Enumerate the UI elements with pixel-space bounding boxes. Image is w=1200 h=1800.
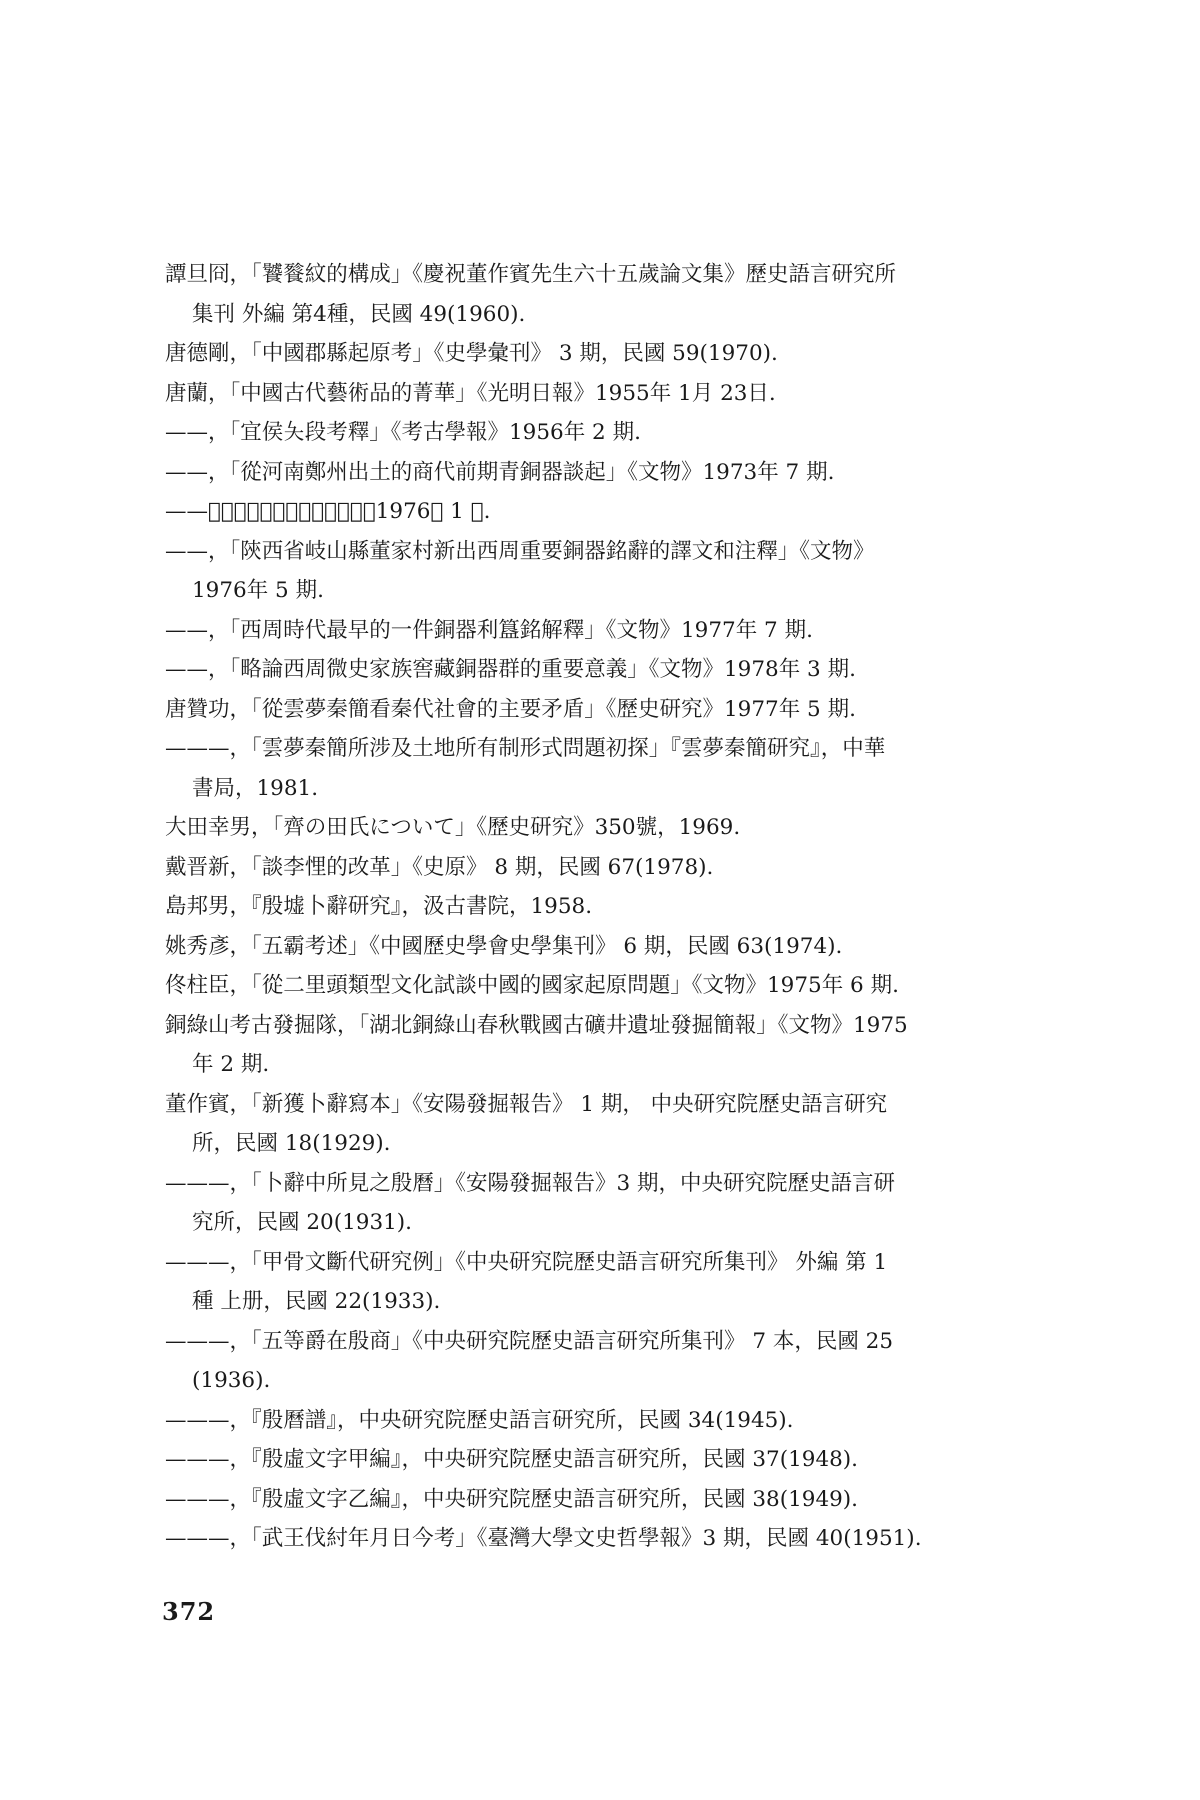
bibliography-entry: 唐蘭，「中國古代藝術品的菁華」《光明日報》1955年 1月 23日. <box>165 380 776 406</box>
bibliography-entry: ——，「宜侯夨段考釋」《考古學報》1956年 2 期. <box>165 420 641 445</box>
bibliography-entry: 佟柱臣，「從二里頭類型文化試談中國的國家起原問題」《文物》1975年 6 期. <box>165 973 899 998</box>
bibliography-entry: 董作賓，「新獲卜辭寫本」《安陽發掘報告》 1 期， 中央研究院歷史語言研究 <box>165 1091 888 1117</box>
bibliography-entry: 唐贊功，「從雲夢秦簡看秦代社會的主要矛盾」《歷史研究》1977年 5 期. <box>165 696 856 722</box>
bibliography-entry: ——，「𤞷尊銘文解釋」《文物》1976年 1 期. <box>165 499 491 524</box>
bibliography-entry: 唐德剛，「中國郡縣起原考」《史學彙刊》 3 期，民國 59(1970). <box>165 341 778 366</box>
bibliography-entry: 戴晋新，「談李悝的改革」《史原》 8 期，民國 67(1978). <box>165 854 714 880</box>
bibliography-entry-continuation: (1936). <box>192 1368 271 1393</box>
bibliography-entry: 島邦男，『殷墟卜辭研究』，汲古書院，1958. <box>165 894 593 919</box>
bibliography-entry: ———，『殷虛文字乙編』，中央研究院歷史語言研究所，民國 38(1949). <box>165 1486 859 1512</box>
bibliography-entry-continuation: 年 2 期. <box>192 1052 270 1077</box>
bibliography-entry: ——，「陝西省岐山縣董家村新出西周重要銅器銘辭的譯文和注釋」《文物》 <box>165 538 875 564</box>
bibliography-entry: 銅綠山考古發掘隊，「湖北銅綠山春秋戰國古礦井遺址發掘簡報」《文物》1975 <box>165 1012 908 1038</box>
bibliography-entry: ———，「雲夢秦簡所涉及土地所有制形式問題初探」『雲夢秦簡研究』，中華 <box>165 736 886 761</box>
bibliography-entry: 大田幸男，「齊の田氏について」《歷史研究》350號，1969. <box>165 815 741 840</box>
bibliography-entry-continuation: 書局，1981. <box>192 775 319 801</box>
bibliography-entry-continuation: 究所，民國 20(1931). <box>192 1210 413 1235</box>
bibliography-entry: ———，「卜辭中所見之殷曆」《安陽發掘報告》3 期，中央研究院歷史語言研 <box>165 1170 896 1196</box>
bibliography-entry: ——，「西周時代最早的一件銅器利簋銘解釋」《文物》1977年 7 期. <box>165 617 813 643</box>
bibliography-entry-continuation: 所，民國 18(1929). <box>192 1131 391 1156</box>
page-number: 372 <box>162 1597 216 1626</box>
bibliography-entry: ———，「五等爵在殷商」《中央研究院歷史語言研究所集刊》 7 本，民國 25 <box>165 1328 894 1354</box>
bibliography-entry: 譚旦冏，「饕餮紋的構成」《慶祝董作賓先生六十五歲論文集》歷史語言研究所 <box>165 262 897 287</box>
bibliography-entry: ———，『殷曆譜』，中央研究院歷史語言研究所，民國 34(1945). <box>165 1407 794 1433</box>
bibliography-entry: 姚秀彥，「五霸考述」《中國歷史學會史學集刊》 6 期，民國 63(1974). <box>165 933 843 959</box>
bibliography-entry: ———，「甲骨文斷代研究例」《中央研究院歷史語言研究所集刊》 外編 第 1 <box>165 1249 888 1275</box>
bibliography-entry: ———，「武王伐紂年月日今考」《臺灣大學文史哲學報》3 期，民國 40(1951). <box>165 1526 922 1551</box>
bibliography-entry-continuation: 1976年 5 期. <box>192 578 324 603</box>
bibliography-list <box>165 255 997 1559</box>
bibliography-entry: ———，『殷虛文字甲編』，中央研究院歷史語言研究所，民國 37(1948). <box>165 1447 859 1472</box>
bibliography-entry-continuation: 集刊 外編 第4種，民國 49(1960). <box>192 301 526 327</box>
bibliography-entry: ——，「略論西周微史家族窖藏銅器群的重要意義」《文物》1978年 3 期. <box>165 657 856 682</box>
bibliography-entry: ——，「從河南鄭州出土的商代前期青銅器談起」《文物》1973年 7 期. <box>165 459 835 485</box>
bibliography-entry-continuation: 種 上册，民國 22(1933). <box>192 1289 441 1314</box>
